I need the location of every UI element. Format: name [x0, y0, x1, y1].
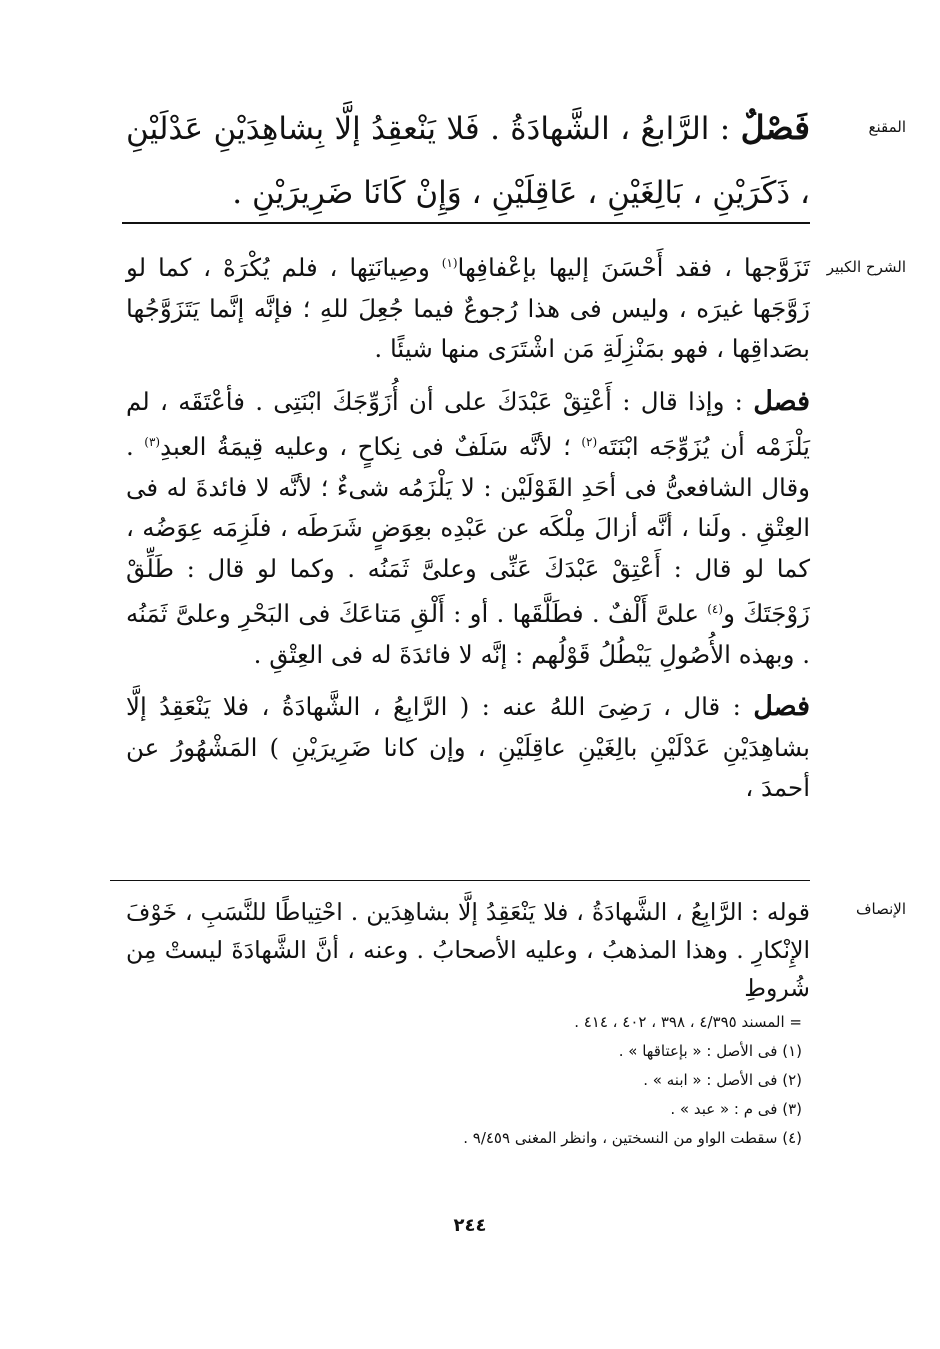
footnote-ref: (١) [441, 256, 458, 270]
section-label-insaf: الإنصاف [855, 900, 906, 918]
footnote-ref: (٣) [144, 435, 161, 450]
sharh-text: تَزَوَّجها ، فقد أَحْسَنَ إليها بإعْفافِها [457, 253, 810, 283]
page-number: ٢٤٤ [453, 1215, 487, 1236]
muqni-text: : الرَّابعُ ، الشَّهادَةُ . فَلا يَنْعقِدُ إلَّا بِشاهِدَيْنِ عَدْلَيْنِ ، ذَكَرَيْنِ ، بَالِغَيْنِ ، عَاقِلَيْنِ ، وَإِنْ كَانَا ضَرِيرَيْنِ . [126, 111, 810, 211]
sharh-text: . وقال الشافعىُّ فى أحَدِ القَوْلَيْن : لا يَلْزَمُه شىءٌ ؛ لأنَّه لا فائدةَ له فى العِتْقِ . ولَنا ، أنَّه أزالَ مِلْكَه عن عَبْدِه بعِوَضٍ شَرَطَه ، فلَزِمَه عِوَضُه ، كما لو قال : أَعْتِقْ عَبْدَكَ عَنِّى وعلىَّ ثَمَنُه . وكما لو قال : طَلِّقْ زَوْجَتَكَ و [126, 432, 810, 629]
sharh-paragraph [126, 382, 810, 676]
footnote-item: (٤) سقطت الواو من النسختين ، وانظر المغنى ٩/٤٥٩ . [463, 1129, 802, 1147]
footnotes [402, 1008, 802, 1153]
footnote-ref: (٤) [707, 602, 724, 617]
section-divider [122, 222, 810, 224]
fasl-heading: فصل [753, 385, 810, 417]
footnote-ref: (٢) [581, 435, 598, 450]
muqni-chapter-heading: فَصْلٌ [740, 108, 810, 147]
sharh-text: وصِيانَتِها ، فلم يُكْرَهْ ، كما لو زَوَّجَها غيرَه ، وليس فى هذا رُجوعٌ فيما جُعِلَ للهِ ؛ فإنَّه إنَّما يَتَزَوَّجُها بصَداقِها ، فهو بمَنْزِلَةِ مَن اشْتَرَى منها شيئًا . [126, 253, 810, 364]
fasl-heading: فصل [753, 691, 810, 723]
sharh-text: علىَّ أَلْفٌ . فطَلَّقَها . أو : أَلْقِ مَتاعَكَ فى البَحْرِ وعلىَّ ثَمَنُه . وبهذه الأُصُولِ يَبْطُلُ قَوْلُهم : إنَّه لا فائدَةَ له فى العِتْقِ . [126, 599, 810, 669]
sharh-paragraph [126, 687, 810, 809]
sharh-text: : قال ، رَضِىَ اللهُ عنه : ( الرَّابِعُ ، الشَّهادَةُ ، فلا يَنْعَقِدُ إلَّا بشاهِدَيْنِ عَدْلَيْنِ بالِغَيْنِ عاقِلَيْنِ ، وإن كانا ضَرِيرَيْنِ ) المَشْهُورُ عن أحمدَ ، [126, 692, 810, 803]
footnote-item: (٢) فى الأصل : « ابنه » . [643, 1071, 802, 1089]
insaf-text: قوله : الرَّابِعُ ، الشَّهادَةُ ، فلا يَنْعَقِدُ إلَّا بشاهِدَين . احْتِياطًا للنَّسَبِ ، خَوْفَ الإِنْكارِ . وهذا المذهبُ ، وعليه الأصحابُ . وعنه ، أنَّ الشَّهادَةَ ليستْ مِن شُروطِ [126, 898, 810, 1002]
muqni-text-block [126, 96, 810, 225]
sharh-text: : وإذا قال : أَعْتِقْ عَبْدَكَ على أن أُزَوِّجَكَ ابْنَتِى . فأعْتَقَه ، لم يَلْزَمْه أن يُزَوِّجَه ابْنَتَه [126, 386, 810, 462]
footnote-item: (١) فى الأصل : « بإعتاقها » . [618, 1042, 802, 1060]
section-label-muqni: المقنع [868, 118, 906, 136]
footnote-item: (٣) فى م : « عبد » . [670, 1100, 802, 1118]
sharh-paragraph [126, 243, 810, 370]
sharh-text: ؛ لأنَّه سَلَفٌ فى نِكاحٍ ، وعليه قِيمَةُ العبدِ [160, 432, 571, 462]
sharh-text-block [126, 243, 810, 821]
section-divider [110, 880, 810, 881]
section-label-sharh: الشرح الكبير [826, 258, 906, 276]
footnote-item: = المسند ٤/٣٩٥ ، ٣٩٨ ، ٤٠٢ ، ٤١٤ . [574, 1013, 802, 1031]
insaf-text-block [126, 893, 810, 1007]
